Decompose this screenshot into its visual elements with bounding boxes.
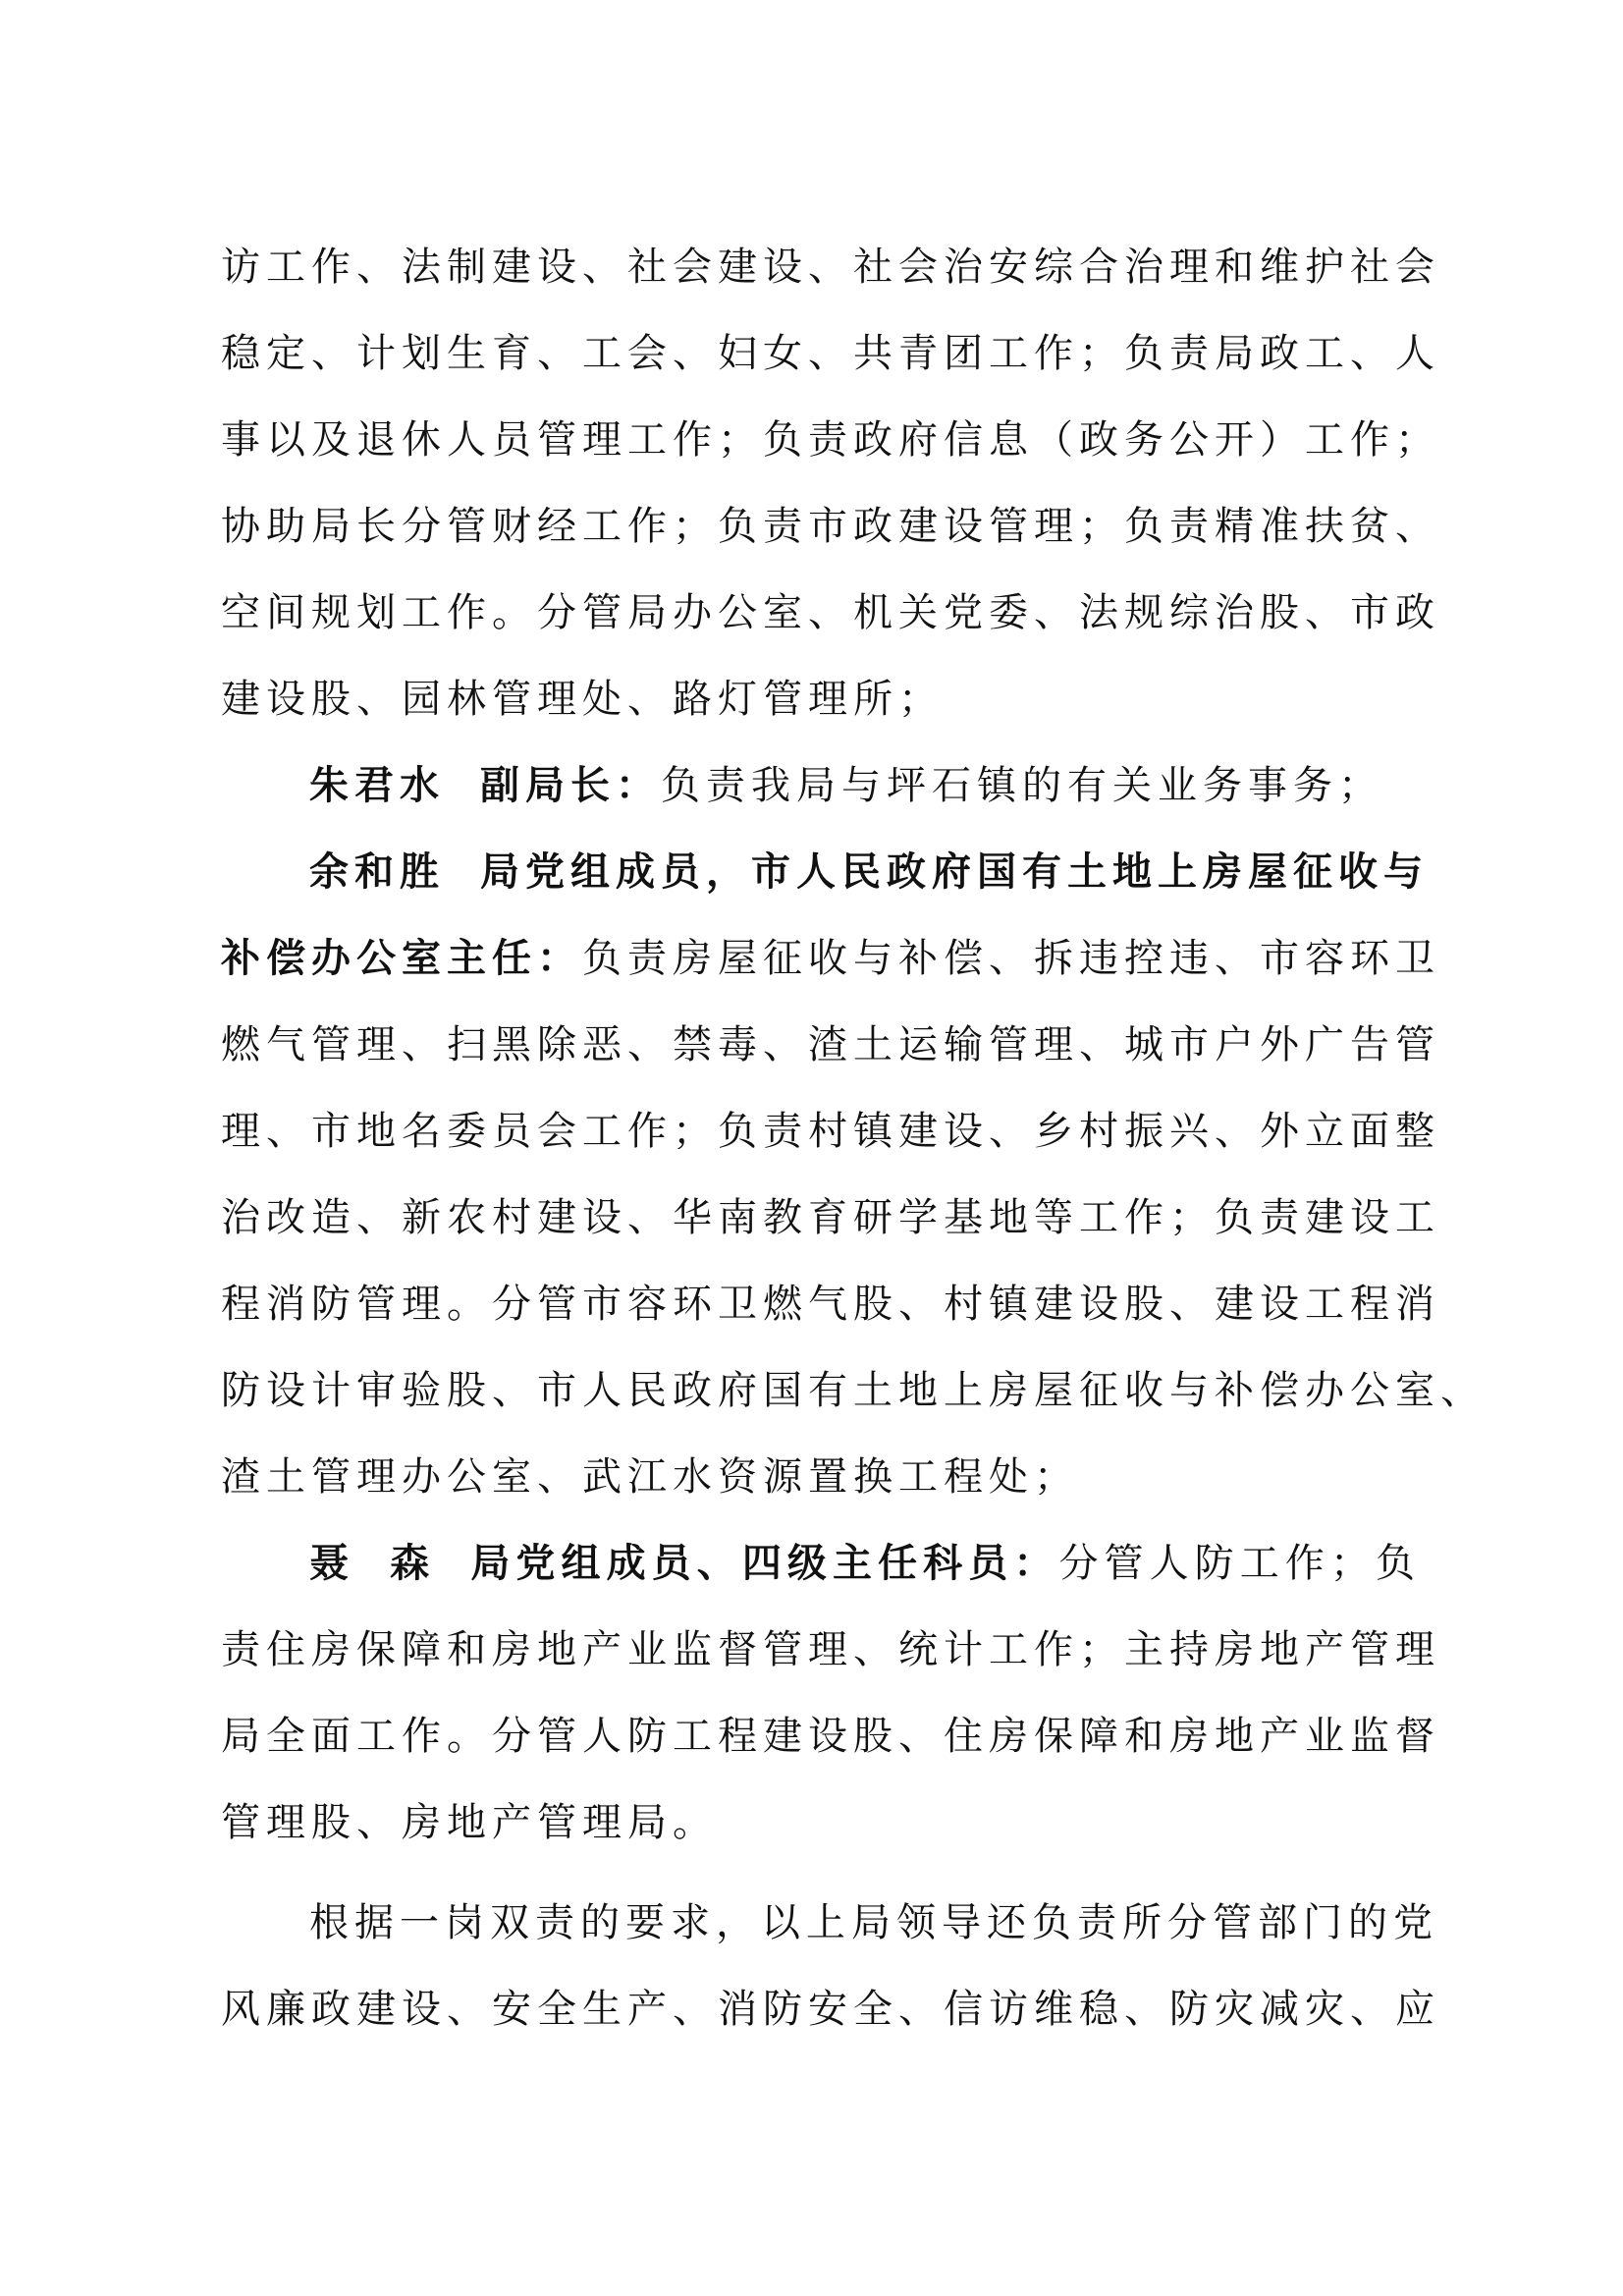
text-line: 理、市地名委员会工作；负责村镇建设、乡村振兴、外立面整 xyxy=(221,1109,1440,1154)
text-line: 管理股、房地产管理局。 xyxy=(221,1800,718,1845)
official-duties: 负责我局与坪石镇的有关业务事务； xyxy=(661,763,1383,808)
text-line: 责住房保障和房地产业监督管理、统计工作；主持房地产管理 xyxy=(221,1627,1440,1672)
text-line: 建设股、园林管理处、路灯管理所； xyxy=(221,677,944,722)
text-line: 程消防管理。分管市容环卫燃气股、村镇建设股、建设工程消 xyxy=(221,1282,1440,1327)
official-name-part: 森 xyxy=(390,1540,436,1586)
document-body xyxy=(221,224,1486,1866)
text-line: 稳定、计划生育、工会、妇女、共青团工作；负责局政工、人 xyxy=(221,331,1440,376)
text-line: 风廉政建设、安全生产、消防安全、信访维稳、防灾减灾、应 xyxy=(221,1987,1440,2032)
document-body-closing xyxy=(221,1880,1440,2052)
text-line: 事以及退休人员管理工作；负责政府信息（政务公开）工作； xyxy=(221,417,1440,463)
official-duties: 分管人防工作；负 xyxy=(1058,1541,1422,1586)
official-name xyxy=(309,1540,435,1586)
text-line: 治改造、新农村建设、华南教育研学基地等工作；负责建设工 xyxy=(221,1195,1440,1240)
text-line: 根据一岗双责的要求，以上局领导还负责所分管部门的党 xyxy=(309,1900,1438,1945)
text-line xyxy=(221,1520,1421,1607)
text-line xyxy=(221,742,1421,829)
text-line xyxy=(221,915,1440,1002)
official-name-part: 聂 xyxy=(309,1540,355,1586)
paragraph-duties-continued xyxy=(221,224,1440,742)
paragraph-responsibility xyxy=(221,1880,1440,2052)
official-title: 局党组成员，市人民政府国有土地上房屋征收与 xyxy=(480,848,1429,895)
text-line: 渣土管理办公室、武江水资源置换工程处； xyxy=(221,1454,1079,1500)
paragraph-yu-hesheng xyxy=(221,829,1486,1520)
official-title-cont: 补偿办公室主任： xyxy=(221,935,582,981)
text-line: 局全面工作。分管人防工程建设股、住房保障和房地产业监督 xyxy=(221,1714,1440,1759)
text-line: 防设计审验股、市人民政府国有土地上房屋征收与补偿办公室、 xyxy=(221,1368,1486,1413)
official-duties: 负责房屋征收与补偿、拆违控违、市容环卫 xyxy=(582,936,1440,981)
text-line: 燃气管理、扫黑除恶、禁毒、渣土运输管理、城市户外广告管 xyxy=(221,1022,1440,1067)
text-line: 空间规划工作。分管局办公室、机关党委、法规综治股、市政 xyxy=(221,590,1440,635)
official-name: 余和胜 xyxy=(309,848,445,895)
text-line: 访工作、法制建设、社会建设、社会治安综合治理和维护社会 xyxy=(221,245,1440,290)
text-line xyxy=(221,829,1429,915)
text-line: 协助局长分管财经工作；负责市政建设管理；负责精准扶贫、 xyxy=(221,504,1440,549)
paragraph-zhu-junshui xyxy=(221,742,1421,829)
official-title: 副局长： xyxy=(480,762,661,808)
official-name: 朱君水 xyxy=(309,762,445,808)
paragraph-nie-sen xyxy=(221,1520,1440,1866)
official-title: 局党组成员、四级主任科员： xyxy=(470,1540,1059,1586)
